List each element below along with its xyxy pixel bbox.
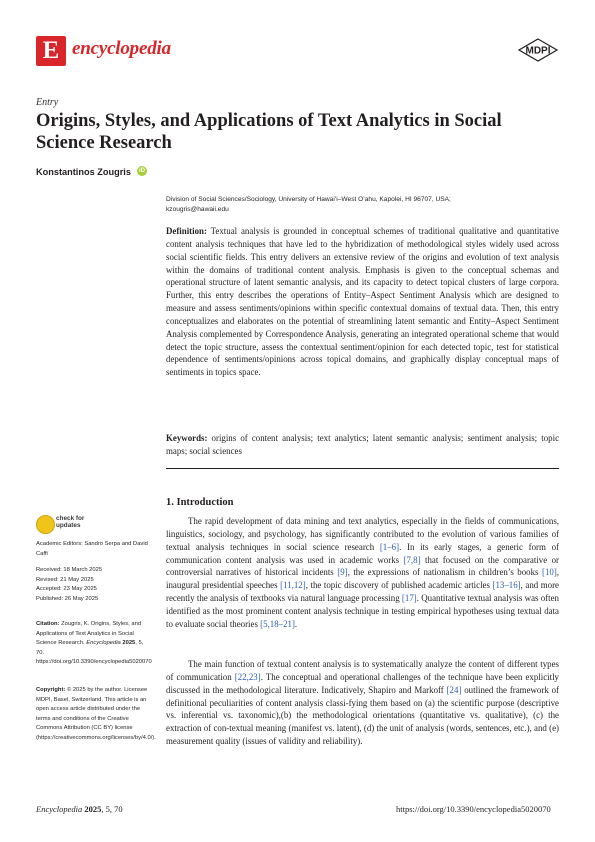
citation-journal: Encyclopedia [86,640,121,646]
article-title: Origins, Styles, and Applications of Text Analytics in Social Science Research [36,111,502,153]
citation-block [36,620,151,668]
editors-label: Academic Editors: [36,541,83,547]
footer-doi[interactable]: https://doi.org/10.3390/encyclopedia5020070 [396,804,551,814]
footer-journal: Encyclopedia [36,804,83,814]
paragraph-text: outlined the framework of definitional peculiarities of content analysis classi-fying them based on (a) the scientific purpose (descriptive vs. inferential vs. taxonomic),(b) the methodological orientations (quantitative vs. qualitative), (c) the extraction of con-textual meaning (manifest vs. latent), (d) the unit of analysis (words, sentences, etc.), and (e) measurement quality (issues of validity and reliability). [166,684,559,747]
mdpi-logo-text: MDPI [525,45,551,57]
publication-dates [36,566,151,604]
citation-label: Citation: [36,621,60,627]
paragraph-text: The main function of textual content analysis is to systematically analyze the content of different types of communication [166,659,559,682]
affiliation-text: Division of Social Sciences/Sociology, University of Hawaiʻi–West Oʻahu, Kapolei, HI 96707, USA; [166,196,451,203]
citation-ref[interactable]: [5,18–21] [260,618,295,629]
check-updates-icon [36,515,55,534]
orcid-icon[interactable]: iD [139,168,145,174]
definition-label: Definition: [166,226,207,236]
citation-ref[interactable]: [9] [337,567,348,578]
section-divider [166,468,559,469]
revised-date: Revised: 21 May 2025 [36,576,94,583]
citation-year: 2025 [122,640,136,646]
article-type: Entry [36,97,59,108]
paragraph-text: , and more recently the analysis of textbooks via natural language processing [166,580,559,604]
received-date: Received: 18 March 2025 [36,567,103,573]
footer-volume: , 5, 70 [101,804,123,814]
author-email[interactable]: kzougris@hawaii.edu [166,206,229,213]
journal-logo[interactable] [36,36,66,66]
copyright-label: Copyright: [36,687,66,693]
footer-year: 2025 [84,804,102,814]
citation-ref[interactable]: [22,23] [234,671,261,682]
journal-name[interactable]: encyclopedia [72,38,171,59]
citation-rest[interactable]: , 5, 70. https://doi.org/10.3390/encyclopedia5020070 [36,640,152,665]
citation-ref[interactable]: [11,12] [280,580,306,591]
definition-paragraph [166,225,559,379]
check-updates-line-1: check for [56,515,85,522]
keywords-label: Keywords: [166,433,208,443]
paragraph-text: . [294,618,298,629]
copyright-block [36,686,156,743]
published-date: Published: 26 May 2025 [36,595,99,602]
paragraph-text: , the expressions of nationalism in children’s books [347,567,542,578]
citation-ref[interactable]: [7,8] [403,554,421,565]
section-heading: 1. Introduction [166,497,234,508]
paragraph-text: , the topic discovery of published academic articles [305,580,493,591]
citation-text: Zougris, K. Origins, Styles, and Applications of Text Analytics in Social Science Research. [36,621,142,646]
citation-ref[interactable]: [1–6] [379,541,400,552]
paragraph-text: . Quantitative textual analysis was often identified as the most prominent content analysis technique in testing empirical hypotheses using textual data to evaluate social theories [166,593,559,629]
paragraph-text: . In its early stages, a generic form of communication content analysis was used in academic works [166,541,559,565]
check-updates-line-2: updates [56,522,81,529]
keywords-text: origins of content analysis; text analytics; latent semantic analysis; sentiment analysis; topic maps; social sciences [166,433,560,456]
keywords-paragraph [166,432,559,458]
mdpi-logo[interactable] [516,38,560,62]
paragraph-text: . The conceptual and operational challenges of the technique have been explicitly discussed in the methodological literature. Indicatively, Shapiro and Markoff [166,671,559,695]
citation-ref[interactable]: [13–16] [492,580,521,591]
definition-text: Textual analysis is grounded in conceptual schemes of traditional qualitative and quantitative content analysis techniques that have led to the hybridization of methodological styles widely used across social scientific fields. This entry delivers an extensive review of the origins and evolution of text analysis within the domains of traditional content analysis. Emphasis is given to the conceptual schemas and operational structure of latent semantic analysis, and its capacity to detect topical clusters of large corpora. Further, this entry describes the operations of Entity–Aspect Sentiment Analysis which are designed to measure and assess sentiments/opinions within specific contextual domains of textual data. Then, this entry conceptualizes and elaborates on the potential of streamlining latent semantic and Entity–Aspect Sentiment Analysis complemented by Correspondence Analysis, generating an integrated operational scheme that would detect the topic structure, assess the contextual sentiment/opinion for each detected topic, test for statistical dependence of sentiments/opinions across topical domains, and graphically display conceptual maps of sentiments in topics space. [166,226,559,378]
affiliation [166,195,566,215]
check-updates-text [56,515,84,529]
intro-paragraph-1 [166,515,559,631]
author-name: Konstantinos Zougris [36,167,131,177]
check-for-updates-badge[interactable] [36,514,106,538]
paragraph-text: that focused on the comparative or controversial narratives of historical incidents [166,554,559,578]
citation-ref[interactable]: [10] [541,567,557,578]
copyright-text: © 2025 by the author. Licensee MDPI, Basel, Switzerland. This article is an open access article distributed under the terms and conditions of the Creative Commons Attribution (CC BY) license (https://creativecommons.org/licenses/by/4.0/). [36,687,156,741]
academic-editors [36,540,151,559]
editors-names: Sandro Serpa and David Caffi [36,541,148,557]
paragraph-text: The rapid development of data mining and text analytics, especially in the fields of communications, linguistics, sociology, and psychology, has significantly contributed to the evolution of various families of textual analysis techniques in social science research [166,516,559,552]
intro-paragraph-2 [166,658,559,748]
paragraph-text: , inaugural presidential speeches [166,567,559,591]
citation-ref[interactable]: [17] [401,593,417,604]
citation-ref[interactable]: [24] [446,684,462,695]
logo-letter: E [42,37,60,64]
footer-citation [36,804,123,814]
accepted-date: Accepted: 23 May 2025 [36,586,97,592]
